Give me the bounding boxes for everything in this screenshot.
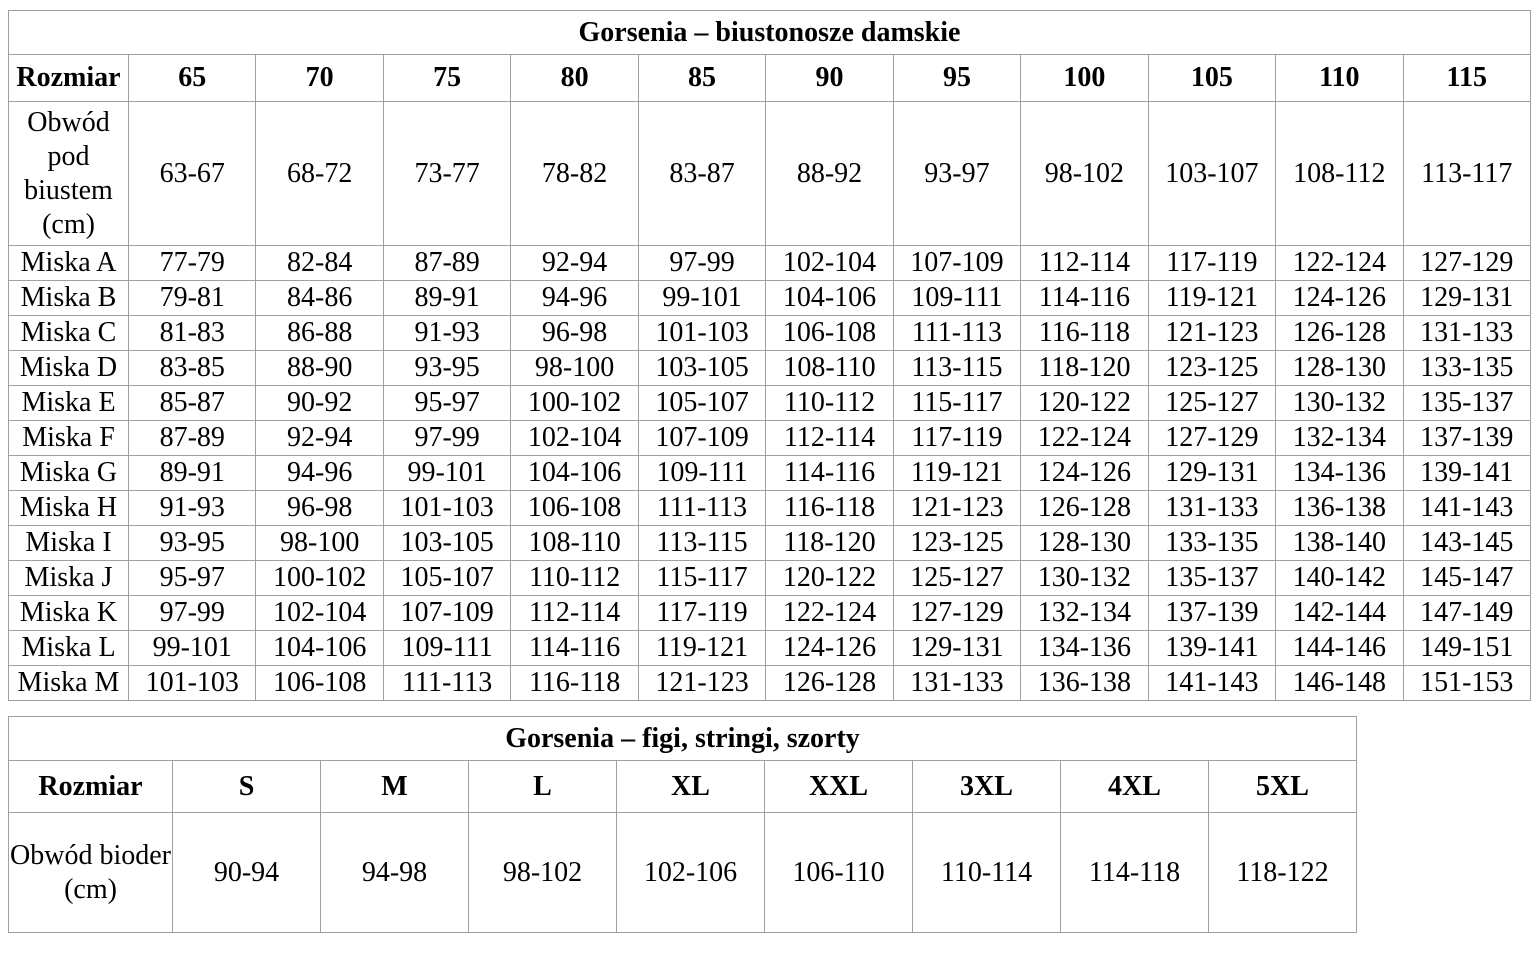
cup-size-value: 116-118 [1021,316,1148,351]
cup-row-label: Miska M [9,666,129,701]
cup-size-value: 122-124 [1276,246,1403,281]
cup-size-value: 129-131 [1148,456,1275,491]
measurement-value: 113-117 [1403,102,1530,246]
measurement-value: 93-97 [893,102,1020,246]
cup-size-value: 134-136 [1021,631,1148,666]
cup-size-value: 117-119 [893,421,1020,456]
cup-size-value: 145-147 [1403,561,1530,596]
cup-size-value: 136-138 [1276,491,1403,526]
cup-size-value: 128-130 [1276,351,1403,386]
cup-size-value: 124-126 [1276,281,1403,316]
cup-size-row [9,386,1531,421]
cup-size-value: 111-113 [638,491,765,526]
cup-size-value: 93-95 [383,351,510,386]
cup-size-value: 111-113 [383,666,510,701]
measurement-value: 90-94 [173,813,321,933]
cup-size-value: 121-123 [893,491,1020,526]
cup-size-value: 94-96 [511,281,638,316]
cup-size-value: 106-108 [766,316,893,351]
cup-size-value: 102-104 [256,596,383,631]
cup-row-label: Miska A [9,246,129,281]
cup-row-label: Miska I [9,526,129,561]
cup-size-value: 99-101 [383,456,510,491]
measurement-value: 88-92 [766,102,893,246]
cup-size-value: 95-97 [383,386,510,421]
measurement-row [9,813,1357,933]
cup-size-value: 105-107 [383,561,510,596]
panties-size-table [8,716,1357,933]
cup-size-value: 112-114 [1021,246,1148,281]
cup-size-value: 115-117 [893,386,1020,421]
cup-size-row [9,596,1531,631]
cup-size-value: 114-116 [766,456,893,491]
size-column-header: 85 [638,55,765,102]
size-column-header: 90 [766,55,893,102]
cup-size-value: 121-123 [638,666,765,701]
size-header-row [9,761,1357,813]
cup-size-value: 91-93 [383,316,510,351]
cup-size-value: 92-94 [256,421,383,456]
cup-size-value: 113-115 [893,351,1020,386]
measurement-value: 114-118 [1061,813,1209,933]
cup-size-value: 89-91 [383,281,510,316]
cup-size-value: 96-98 [256,491,383,526]
table-title-row [9,11,1531,55]
measurement-value: 83-87 [638,102,765,246]
cup-size-value: 131-133 [1403,316,1530,351]
cup-size-value: 129-131 [1403,281,1530,316]
measurement-value: 63-67 [129,102,256,246]
cup-size-value: 129-131 [893,631,1020,666]
cup-size-value: 124-126 [766,631,893,666]
cup-size-value: 138-140 [1276,526,1403,561]
cup-size-value: 124-126 [1021,456,1148,491]
cup-size-value: 118-120 [766,526,893,561]
measurement-value: 78-82 [511,102,638,246]
cup-size-value: 112-114 [511,596,638,631]
cup-size-value: 125-127 [1148,386,1275,421]
cup-size-value: 136-138 [1021,666,1148,701]
size-column-header: 80 [511,55,638,102]
cup-size-value: 89-91 [129,456,256,491]
cup-size-value: 139-141 [1403,456,1530,491]
cup-row-label: Miska C [9,316,129,351]
cup-size-value: 92-94 [511,246,638,281]
cup-size-value: 104-106 [256,631,383,666]
cup-size-value: 101-103 [129,666,256,701]
cup-size-value: 106-108 [511,491,638,526]
cup-size-value: 114-116 [511,631,638,666]
cup-row-label: Miska D [9,351,129,386]
cup-size-row [9,351,1531,386]
cup-size-value: 98-100 [511,351,638,386]
size-column-header: 5XL [1209,761,1357,813]
size-column-header: M [321,761,469,813]
size-column-header: S [173,761,321,813]
cup-size-value: 82-84 [256,246,383,281]
cup-size-value: 97-99 [129,596,256,631]
cup-size-value: 111-113 [893,316,1020,351]
cup-size-value: 108-110 [511,526,638,561]
cup-size-value: 119-121 [1148,281,1275,316]
measurement-value: 108-112 [1276,102,1403,246]
size-column-header: 3XL [913,761,1061,813]
cup-size-value: 102-104 [766,246,893,281]
cup-size-value: 100-102 [256,561,383,596]
measurement-value: 94-98 [321,813,469,933]
cup-size-value: 103-105 [638,351,765,386]
cup-size-value: 100-102 [511,386,638,421]
size-column-header: 95 [893,55,1020,102]
corner-label: Rozmiar [9,761,173,813]
cup-size-value: 97-99 [638,246,765,281]
size-column-header: 105 [1148,55,1275,102]
measurement-value: 110-114 [913,813,1061,933]
cup-size-value: 86-88 [256,316,383,351]
cup-size-value: 87-89 [383,246,510,281]
size-column-header: 4XL [1061,761,1209,813]
measurement-value: 106-110 [765,813,913,933]
cup-size-value: 133-135 [1403,351,1530,386]
cup-size-value: 137-139 [1403,421,1530,456]
cup-size-row [9,421,1531,456]
cup-size-value: 107-109 [893,246,1020,281]
measurement-value: 102-106 [617,813,765,933]
cup-size-value: 113-115 [638,526,765,561]
cup-size-value: 87-89 [129,421,256,456]
cup-size-value: 141-143 [1148,666,1275,701]
cup-size-value: 139-141 [1148,631,1275,666]
cup-size-value: 142-144 [1276,596,1403,631]
cup-size-row [9,631,1531,666]
cup-size-value: 103-105 [383,526,510,561]
cup-size-value: 101-103 [383,491,510,526]
cup-row-label: Miska E [9,386,129,421]
cup-size-value: 132-134 [1276,421,1403,456]
cup-row-label: Miska L [9,631,129,666]
size-column-header: 115 [1403,55,1530,102]
cup-size-value: 107-109 [638,421,765,456]
cup-size-value: 118-120 [1021,351,1148,386]
cup-size-value: 116-118 [766,491,893,526]
cup-size-value: 93-95 [129,526,256,561]
cup-size-value: 83-85 [129,351,256,386]
cup-size-value: 102-104 [511,421,638,456]
size-column-header: XL [617,761,765,813]
cup-size-value: 110-112 [511,561,638,596]
cup-size-value: 123-125 [893,526,1020,561]
cup-size-value: 122-124 [766,596,893,631]
cup-size-value: 146-148 [1276,666,1403,701]
cup-size-value: 94-96 [256,456,383,491]
cup-size-value: 133-135 [1148,526,1275,561]
cup-size-value: 126-128 [1021,491,1148,526]
cup-size-value: 97-99 [383,421,510,456]
cup-size-value: 104-106 [766,281,893,316]
cup-size-value: 119-121 [893,456,1020,491]
cup-row-label: Miska K [9,596,129,631]
cup-size-value: 120-122 [766,561,893,596]
cup-size-value: 127-129 [1148,421,1275,456]
cup-size-row [9,246,1531,281]
measurement-value: 73-77 [383,102,510,246]
cup-size-value: 123-125 [1148,351,1275,386]
cup-size-value: 84-86 [256,281,383,316]
cup-size-value: 121-123 [1148,316,1275,351]
cup-row-label: Miska G [9,456,129,491]
cup-size-row [9,281,1531,316]
size-column-header: L [469,761,617,813]
size-column-header: 100 [1021,55,1148,102]
cup-size-value: 127-129 [893,596,1020,631]
measurement-value: 98-102 [469,813,617,933]
size-column-header: 70 [256,55,383,102]
cup-size-value: 105-107 [638,386,765,421]
cup-size-value: 137-139 [1148,596,1275,631]
cup-size-value: 109-111 [383,631,510,666]
cup-size-value: 95-97 [129,561,256,596]
cup-size-value: 127-129 [1403,246,1530,281]
cup-size-value: 151-153 [1403,666,1530,701]
cup-size-value: 115-117 [638,561,765,596]
cup-size-value: 117-119 [638,596,765,631]
cup-size-row [9,456,1531,491]
cup-size-value: 110-112 [766,386,893,421]
table-title: Gorsenia – figi, stringi, szorty [9,717,1357,761]
measurement-value: 118-122 [1209,813,1357,933]
cup-size-value: 104-106 [511,456,638,491]
cup-size-row [9,561,1531,596]
cup-size-value: 116-118 [511,666,638,701]
table-title: Gorsenia – biustonosze damskie [9,11,1531,55]
measurement-value: 68-72 [256,102,383,246]
cup-size-row [9,666,1531,701]
cup-size-value: 79-81 [129,281,256,316]
corner-label: Rozmiar [9,55,129,102]
cup-size-value: 135-137 [1148,561,1275,596]
cup-size-value: 126-128 [1276,316,1403,351]
cup-size-value: 91-93 [129,491,256,526]
cup-row-label: Miska H [9,491,129,526]
cup-size-value: 120-122 [1021,386,1148,421]
cup-size-value: 88-90 [256,351,383,386]
measurement-label: Obwód pod biustem (cm) [9,102,129,246]
cup-row-label: Miska B [9,281,129,316]
cup-size-value: 149-151 [1403,631,1530,666]
cup-size-value: 112-114 [766,421,893,456]
cup-size-value: 132-134 [1021,596,1148,631]
bras-size-table [8,10,1531,701]
cup-size-value: 109-111 [638,456,765,491]
cup-size-value: 125-127 [893,561,1020,596]
cup-row-label: Miska F [9,421,129,456]
cup-size-value: 108-110 [766,351,893,386]
cup-row-label: Miska J [9,561,129,596]
size-column-header: XXL [765,761,913,813]
cup-size-value: 85-87 [129,386,256,421]
size-column-header: 75 [383,55,510,102]
cup-size-value: 99-101 [638,281,765,316]
size-column-header: 110 [1276,55,1403,102]
measurement-label: Obwód bioder (cm) [9,813,173,933]
cup-size-value: 99-101 [129,631,256,666]
cup-size-value: 134-136 [1276,456,1403,491]
cup-size-value: 107-109 [383,596,510,631]
size-header-row [9,55,1531,102]
cup-size-value: 114-116 [1021,281,1148,316]
cup-size-value: 130-132 [1276,386,1403,421]
cup-size-value: 131-133 [1148,491,1275,526]
cup-size-value: 135-137 [1403,386,1530,421]
cup-size-value: 131-133 [893,666,1020,701]
cup-size-row [9,526,1531,561]
size-column-header: 65 [129,55,256,102]
cup-size-row [9,491,1531,526]
cup-size-value: 101-103 [638,316,765,351]
cup-size-value: 77-79 [129,246,256,281]
cup-size-value: 144-146 [1276,631,1403,666]
cup-size-value: 119-121 [638,631,765,666]
cup-size-value: 90-92 [256,386,383,421]
cup-size-value: 117-119 [1148,246,1275,281]
table-title-row [9,717,1357,761]
cup-size-value: 130-132 [1021,561,1148,596]
cup-size-value: 109-111 [893,281,1020,316]
measurement-value: 98-102 [1021,102,1148,246]
cup-size-value: 81-83 [129,316,256,351]
cup-size-value: 128-130 [1021,526,1148,561]
cup-size-value: 106-108 [256,666,383,701]
cup-size-value: 143-145 [1403,526,1530,561]
cup-size-value: 147-149 [1403,596,1530,631]
cup-size-value: 140-142 [1276,561,1403,596]
cup-size-value: 96-98 [511,316,638,351]
measurement-row [9,102,1531,246]
cup-size-value: 126-128 [766,666,893,701]
cup-size-value: 141-143 [1403,491,1530,526]
cup-size-row [9,316,1531,351]
cup-size-value: 122-124 [1021,421,1148,456]
measurement-value: 103-107 [1148,102,1275,246]
cup-size-value: 98-100 [256,526,383,561]
